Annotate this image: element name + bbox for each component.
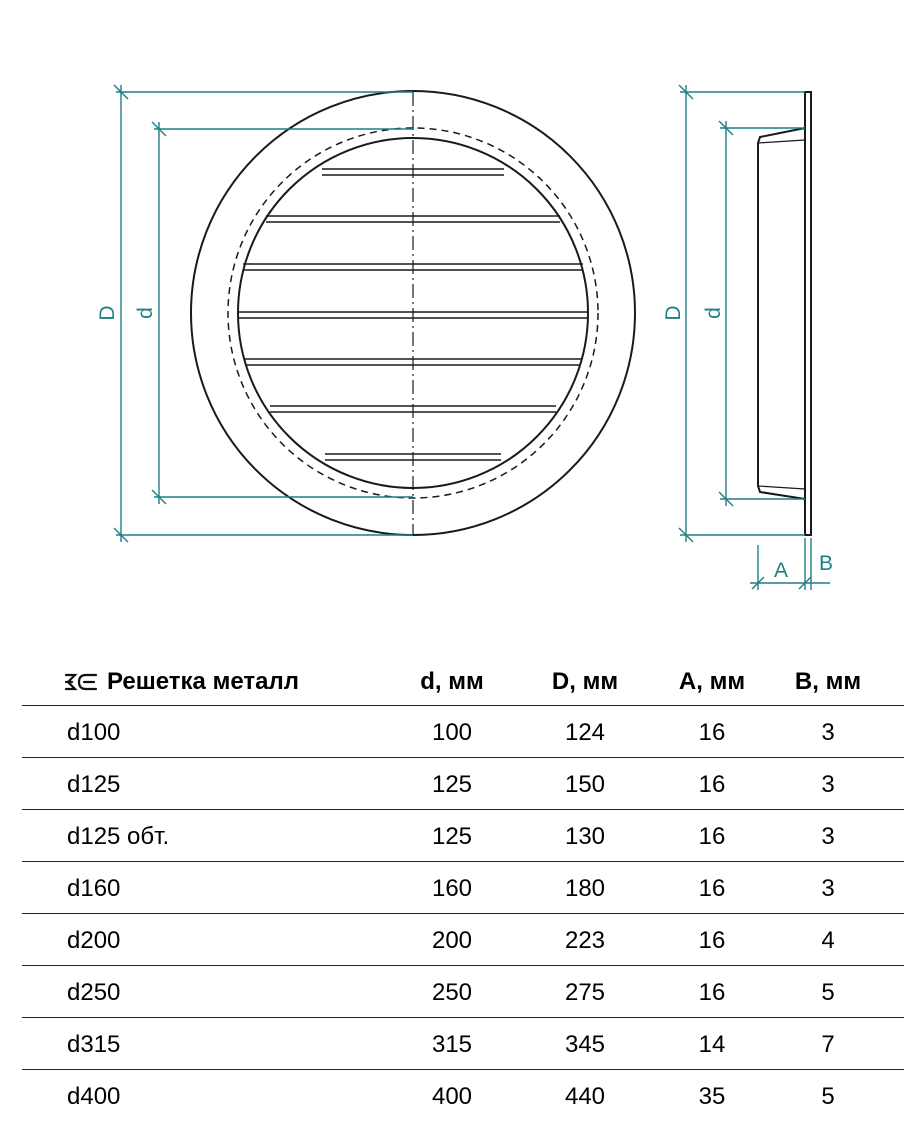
cell-d: 250: [431, 979, 473, 1006]
cell-d: 315: [431, 1031, 473, 1058]
cell-model: d100: [67, 719, 121, 746]
table-row: [22, 966, 904, 1018]
header-D: D, мм: [551, 668, 619, 695]
cell-B: 3: [821, 771, 835, 798]
front-view: [191, 91, 635, 535]
cell-d: 160: [431, 875, 473, 902]
cell-B: 3: [821, 875, 835, 902]
table-row: [22, 706, 904, 758]
front-d-label: d: [134, 307, 157, 319]
table-row: [22, 914, 904, 966]
cell-B: 5: [821, 979, 835, 1006]
brand-logo-icon: [64, 671, 98, 693]
cell-B: 3: [821, 823, 835, 850]
cell-model: d250: [67, 979, 121, 1006]
side-dimensions: [679, 85, 830, 590]
cell-D: 150: [564, 771, 606, 798]
cell-A: 16: [698, 823, 726, 850]
cell-d: 200: [431, 927, 473, 954]
spec-table: [22, 655, 904, 1121]
cell-A: 35: [698, 1083, 726, 1110]
table-row: [22, 810, 904, 862]
table-row: [22, 1018, 904, 1070]
cell-B: 5: [821, 1083, 835, 1110]
cell-d: 400: [431, 1083, 473, 1110]
cell-D: 440: [564, 1083, 606, 1110]
cell-A: 16: [698, 875, 726, 902]
cell-B: 4: [821, 927, 835, 954]
side-view: [758, 92, 811, 535]
table-row: [22, 1070, 904, 1121]
collar-profile: [758, 128, 805, 499]
cell-B: 3: [821, 719, 835, 746]
cell-D: 130: [564, 823, 606, 850]
side-B-label: B: [818, 552, 834, 575]
cell-A: 16: [698, 927, 726, 954]
header-d: d, мм: [420, 668, 484, 695]
cell-D: 275: [564, 979, 606, 1006]
cell-model: d160: [67, 875, 121, 902]
side-D-label: D: [662, 305, 685, 321]
front-dimensions: [114, 85, 413, 542]
table-row: [22, 758, 904, 810]
front-D-label: D: [96, 305, 119, 321]
cell-d: 125: [431, 771, 473, 798]
side-d-label: d: [702, 307, 725, 319]
cell-A: 16: [698, 771, 726, 798]
cell-model: d400: [67, 1083, 121, 1110]
cell-d: 125: [431, 823, 473, 850]
cell-model: d125: [67, 771, 121, 798]
header-B: B, мм: [794, 668, 862, 695]
cell-B: 7: [821, 1031, 835, 1058]
flange: [805, 92, 811, 535]
cell-model: d200: [67, 927, 121, 954]
header-A: A, мм: [678, 668, 746, 695]
cell-model: d315: [67, 1031, 121, 1058]
cell-model: d125 обт.: [67, 823, 170, 850]
cell-D: 124: [564, 719, 606, 746]
side-A-label: A: [773, 559, 789, 582]
cell-D: 180: [564, 875, 606, 902]
cell-d: 100: [431, 719, 473, 746]
cell-A: 16: [698, 719, 726, 746]
cell-D: 345: [564, 1031, 606, 1058]
cell-A: 14: [698, 1031, 726, 1058]
table-row: [22, 862, 904, 914]
cell-D: 223: [564, 927, 606, 954]
cell-A: 16: [698, 979, 726, 1006]
table-header: [22, 655, 904, 706]
header-product: Решетка металл: [107, 668, 299, 695]
